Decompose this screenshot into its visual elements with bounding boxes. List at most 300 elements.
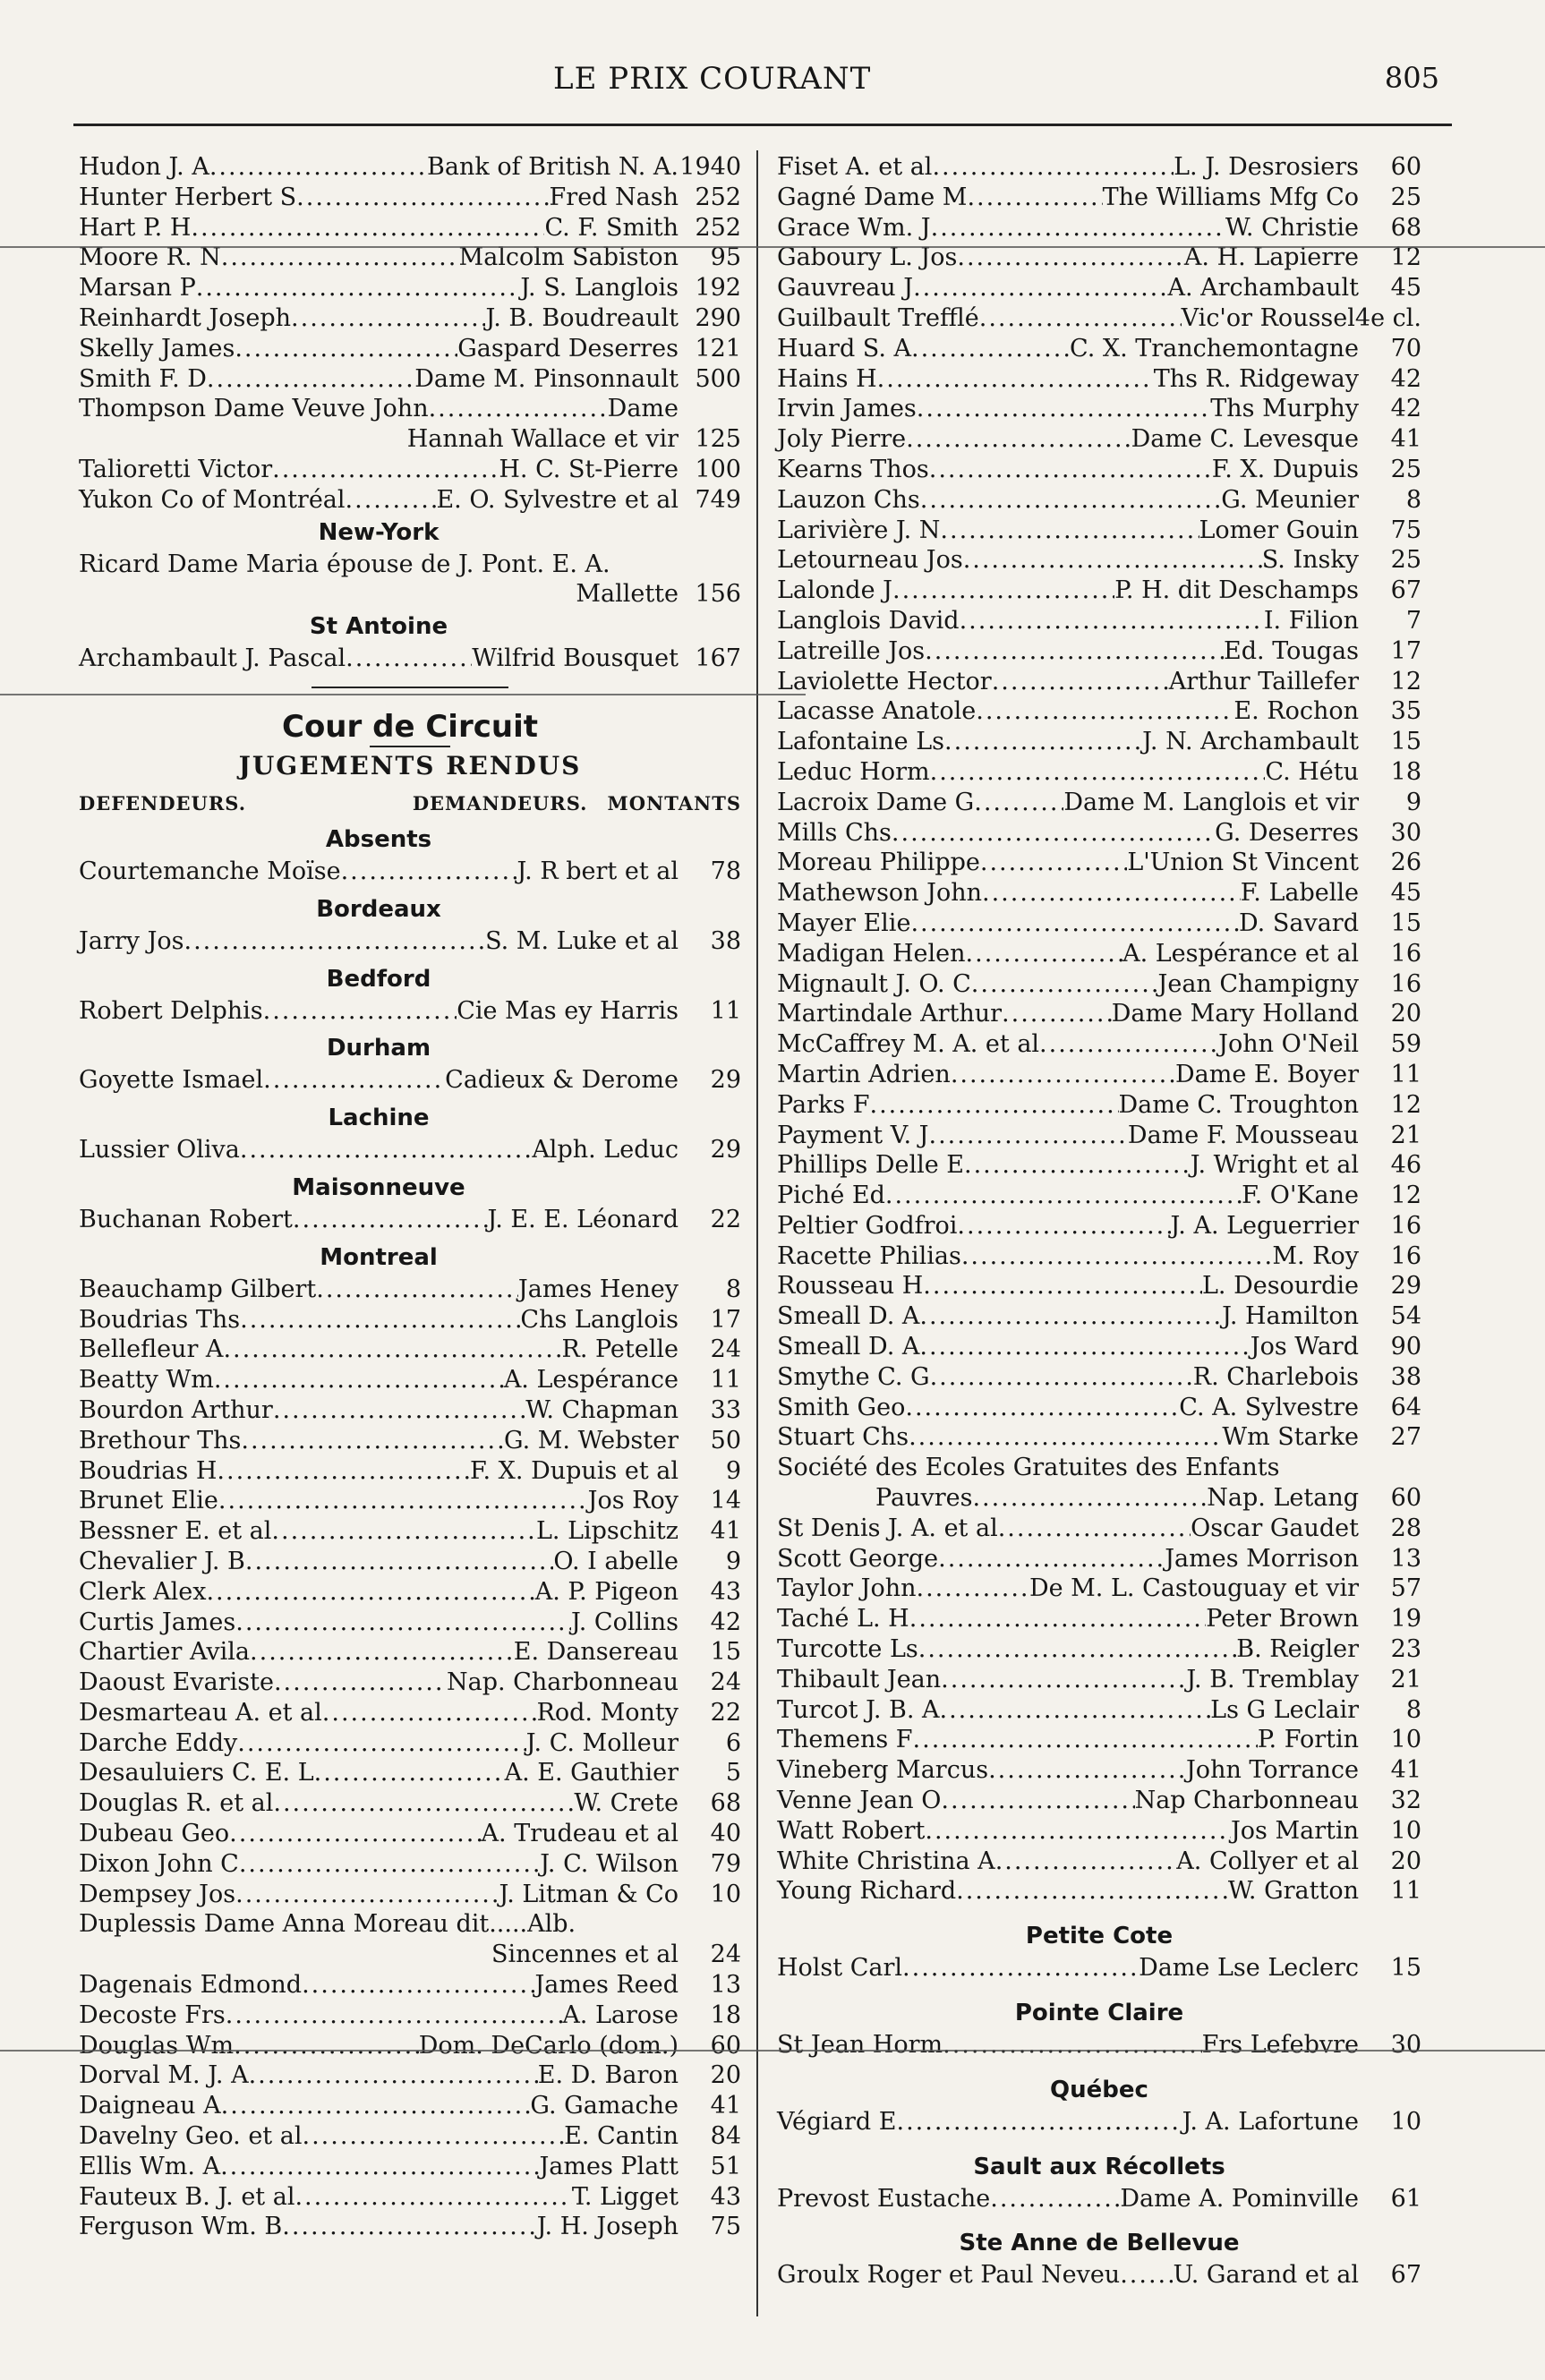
- defendant-name: Brethour Ths: [79, 1426, 242, 1454]
- judgment-row: [79, 857, 741, 887]
- leader-dots: [302, 1970, 534, 2000]
- judgment-row: [79, 1305, 741, 1335]
- defendant-name: Bessner E. et al: [79, 1517, 272, 1546]
- plaintiff-name: L. Lipschitz: [535, 1517, 679, 1546]
- plaintiff-name: T. Ligget: [571, 2182, 679, 2211]
- defendant-name: Latreille Jos: [777, 636, 926, 665]
- judgment-row: [79, 1395, 741, 1426]
- judgment-row: [79, 2182, 741, 2213]
- plaintiff-name: John Torrance: [1185, 1756, 1359, 1785]
- leader-dots: [990, 2184, 1120, 2214]
- plaintiff-name: Vic'or Roussel: [1181, 303, 1355, 332]
- defendant-name: Beatty Wm: [79, 1366, 214, 1395]
- judgment-row: [777, 334, 1421, 364]
- amount: 10: [1390, 1816, 1421, 1845]
- defendant-name: Smith Geo: [777, 1393, 906, 1421]
- amount: 35: [1390, 697, 1421, 726]
- leader-dots: [221, 2091, 531, 2121]
- header-montants: MONTANTS: [607, 791, 741, 815]
- amount: 20: [1390, 1000, 1421, 1028]
- leader-dots: [967, 183, 1102, 213]
- judgment-row: [79, 1728, 741, 1759]
- defendant-name: Mignault J. O. C: [777, 969, 971, 998]
- amount: 7: [1405, 606, 1421, 635]
- defendant-name: Rousseau H: [777, 1272, 924, 1301]
- defendant-name: Dempsey Jos: [79, 1880, 236, 1908]
- amount: 68: [1390, 213, 1421, 242]
- plaintiff-name: Cadieux & Derome: [445, 1066, 679, 1095]
- amount: 8: [1405, 485, 1421, 514]
- defendant-name: Beauchamp Gilbert: [79, 1275, 317, 1303]
- plaintiff-name: B. Reigler: [1236, 1635, 1359, 1664]
- judgment-row: [79, 273, 741, 303]
- plaintiff-name: A. Larose: [562, 2000, 679, 2029]
- amount: 79: [710, 1849, 741, 1878]
- defendant-name: Lacasse Anatole: [777, 697, 977, 726]
- leader-dots: [250, 1637, 514, 1668]
- leader-dots: [919, 1301, 1222, 1332]
- plaintiff-name: Fred Nash: [549, 183, 679, 211]
- header-defendeurs: DEFENDEURS.: [79, 791, 247, 815]
- defendant-name: St Jean Horm: [777, 2031, 943, 2060]
- amount: 38: [710, 926, 741, 955]
- leader-dots: [272, 455, 499, 485]
- plaintiff-name: L'Union St Vincent: [1127, 849, 1359, 877]
- judgment-row: [777, 1332, 1421, 1362]
- defendant-name: Martin Adrien: [777, 1060, 951, 1088]
- defendant-name: Ellis Wm. A: [79, 2152, 221, 2180]
- plaintiff-name: Dame Lse Leclerc: [1139, 1954, 1359, 1983]
- leader-dots: [972, 1483, 1207, 1514]
- plaintiff-name: H. C. St-Pierre: [499, 455, 679, 483]
- plaintiff-name: A. Archambault: [1167, 274, 1359, 303]
- continuation-line: [79, 1940, 741, 1970]
- amount: 12: [1390, 1181, 1421, 1210]
- location-heading: Montreal: [320, 1243, 438, 1271]
- defendant-name: Dagenais Edmond: [79, 1971, 303, 2000]
- judgment-row: [777, 667, 1421, 697]
- defendant-name: Marsan P: [79, 274, 196, 303]
- continued-text: Sincennes et al: [491, 1941, 679, 1969]
- amount: 12: [1390, 667, 1421, 695]
- plaintiff-name: Dame C. Troughton: [1118, 1090, 1359, 1119]
- defendant-name: Scott George: [777, 1544, 939, 1573]
- judgment-row: [777, 273, 1421, 303]
- defendant-name: Bourdon Arthur: [79, 1395, 273, 1424]
- leader-dots: [995, 1847, 1177, 1877]
- defendant-name: Letourneau Jos: [777, 546, 963, 575]
- amount: 60: [1390, 1484, 1421, 1513]
- defendant-name: White Christina A: [777, 1847, 995, 1875]
- amount: 13: [1390, 1544, 1421, 1573]
- defendant-name: Brunet Elie: [79, 1487, 218, 1515]
- amount: 12: [1390, 243, 1421, 272]
- defendant-name: Pauvres: [875, 1484, 973, 1513]
- leader-dots: [217, 1456, 470, 1487]
- leader-dots: [938, 1544, 1165, 1574]
- leader-dots: [877, 364, 1154, 395]
- plaintiff-name: J. Wright et al: [1190, 1151, 1359, 1180]
- defendant-name: Davelny Geo. et al: [79, 2122, 303, 2151]
- amount: 50: [710, 1426, 741, 1454]
- plaintiff-name: W. Christie: [1225, 213, 1359, 242]
- judgment-row: [79, 183, 741, 213]
- amount: 16: [1390, 969, 1421, 998]
- judgment-row: [777, 727, 1421, 757]
- leader-dots: [902, 1953, 1139, 1983]
- defendant-name: Gagné Dame M: [777, 183, 968, 211]
- defendant-name: McCaffrey M. A. et al: [777, 1030, 1040, 1059]
- judgment-row: [777, 757, 1421, 788]
- entry-line: Ricard Dame Maria épouse de J. Pont. E. A.: [79, 550, 610, 578]
- judgment-row: [79, 1608, 741, 1638]
- leader-dots: [971, 969, 1158, 1000]
- defendant-name: Smith F. D: [79, 364, 207, 393]
- amount: 25: [1390, 546, 1421, 575]
- leader-dots: [918, 1634, 1237, 1665]
- amount: 16: [1390, 1211, 1421, 1240]
- defendant-name: Holst Carl: [777, 1954, 903, 1983]
- amount: 9: [725, 1456, 741, 1485]
- leader-dots: [963, 545, 1262, 576]
- plaintiff-name: L. J. Desrosiers: [1174, 153, 1359, 181]
- plaintiff-name: J. C. Molleur: [525, 1728, 679, 1757]
- defendant-name: Payment V. J: [777, 1121, 929, 1149]
- judgment-row: [777, 516, 1421, 546]
- leader-dots: [240, 1135, 532, 1165]
- judgment-row: [79, 1426, 741, 1456]
- judgment-row: [777, 1695, 1421, 1726]
- judgment-row: [777, 303, 1421, 334]
- plaintiff-name: E. Dansereau: [513, 1638, 679, 1667]
- defendant-name: Chartier Avila: [79, 1638, 251, 1667]
- defendant-name: Darche Eddy: [79, 1728, 238, 1757]
- judgment-row: [79, 996, 741, 1027]
- leader-dots: [1120, 2260, 1173, 2290]
- location-heading: Pointe Claire: [1014, 2000, 1184, 2027]
- amount: 18: [1390, 757, 1421, 786]
- leader-dots: [917, 1574, 1029, 1604]
- amount: 10: [710, 1880, 741, 1908]
- leader-dots: [218, 1486, 588, 1516]
- amount: 10: [1390, 1726, 1421, 1754]
- plaintiff-name: Wilfrid Bousquet: [472, 644, 679, 673]
- plaintiff-name: R. Charlebois: [1192, 1362, 1359, 1391]
- leader-dots: [930, 757, 1266, 788]
- leader-dots: [929, 455, 1212, 485]
- leader-dots: [273, 1788, 574, 1819]
- judgment-row: [777, 1090, 1421, 1121]
- defendant-name: Gaboury L. Jos: [777, 243, 958, 272]
- plaintiff-name: J. C. Wilson: [540, 1849, 679, 1878]
- plaintiff-name: W. Crete: [574, 1789, 679, 1818]
- plaintiff-name: Oscar Gaudet: [1191, 1514, 1359, 1542]
- amount: 15: [1390, 728, 1421, 756]
- leader-dots: [184, 926, 486, 957]
- defendant-name: Smythe C. G: [777, 1362, 930, 1391]
- leader-dots: [980, 848, 1127, 878]
- leader-dots: [974, 788, 1063, 818]
- defendant-name: Gauvreau J: [777, 274, 914, 303]
- judgment-row: [79, 2060, 741, 2091]
- plaintiff-name: James Heney: [517, 1275, 679, 1303]
- continued-text: Hannah Wallace et vir: [406, 425, 679, 454]
- judgment-row: [777, 1514, 1421, 1544]
- location-heading: Petite Cote: [1025, 1923, 1174, 1950]
- judgment-row: [777, 213, 1421, 243]
- plaintiff-name: James Reed: [534, 1971, 679, 2000]
- amount: 41: [710, 1517, 741, 1546]
- plaintiff-name: Nap Charbonneau: [1134, 1787, 1359, 1815]
- leader-dots: [282, 2212, 537, 2242]
- amount: 60: [1390, 153, 1421, 181]
- judgment-row: [79, 303, 741, 334]
- amount: 42: [1390, 364, 1421, 393]
- leader-dots: [294, 2182, 571, 2213]
- amount: 78: [710, 857, 741, 885]
- plaintiff-name: Frs Lefebvre: [1201, 2031, 1359, 2060]
- amount: 21: [1390, 1665, 1421, 1693]
- plaintiff-name: Ths Murphy: [1210, 395, 1359, 423]
- leader-dots: [966, 939, 1123, 969]
- leader-dots: [964, 1150, 1191, 1181]
- judgment-row: [777, 2107, 1421, 2137]
- plaintiff-name: Gaspard Deserres: [457, 334, 679, 363]
- leader-dots: [923, 1271, 1202, 1301]
- defendant-name: Turcot J. B. A: [777, 1695, 940, 1724]
- leader-dots: [291, 303, 485, 334]
- defendant-name: Smeall D. A: [777, 1302, 920, 1331]
- defendant-name: Curtis James: [79, 1608, 236, 1636]
- amount: 290: [695, 303, 741, 332]
- plaintiff-name: C. Hétu: [1265, 757, 1359, 786]
- defendant-name: Desmarteau A. et al: [79, 1698, 322, 1727]
- judgment-row: [79, 1788, 741, 1819]
- amount: 41: [1390, 1756, 1421, 1785]
- plaintiff-name: Lomer Gouin: [1199, 516, 1359, 544]
- amount: 8: [725, 1275, 741, 1303]
- plaintiff-name: E. Cantin: [564, 2122, 679, 2151]
- location-heading: Sault aux Récollets: [973, 2153, 1225, 2180]
- judgment-row: [79, 1637, 741, 1668]
- leader-dots: [293, 1205, 488, 1235]
- leader-dots: [905, 1393, 1179, 1423]
- defendant-name: Hains H: [777, 364, 877, 393]
- judgment-row: [777, 1029, 1421, 1060]
- defendant-name: Fauteux B. J. et al: [79, 2182, 295, 2211]
- page-number: 805: [1384, 61, 1439, 95]
- plaintiff-name: Dame Mary Holland: [1111, 1000, 1359, 1028]
- defendant-name: Lussier Oliva: [79, 1136, 240, 1164]
- defendant-name: Lauzon Chs: [777, 485, 920, 514]
- amount: 29: [1390, 1272, 1421, 1301]
- amount: 18: [710, 2000, 741, 2029]
- judgment-row: [79, 2000, 741, 2031]
- location-heading: St Antoine: [309, 613, 448, 641]
- plaintiff-name: Arthur Taillefer: [1168, 667, 1359, 695]
- plaintiff-name: E. D. Baron: [537, 2061, 679, 2090]
- amount: 14: [710, 1487, 741, 1515]
- defendant-name: Moreau Philippe: [777, 849, 980, 877]
- defendant-name: Hudon J. A: [79, 153, 209, 181]
- leader-dots: [957, 1211, 1170, 1241]
- judgment-row: [79, 394, 741, 424]
- defendant-name: Robert Delphis: [79, 996, 263, 1025]
- leader-dots: [1039, 1029, 1218, 1060]
- header-rule: [73, 124, 1452, 126]
- plaintiff-name: Jean Champigny: [1157, 969, 1359, 998]
- leader-dots: [940, 516, 1199, 546]
- judgment-row: [777, 1816, 1421, 1847]
- judgment-row: [777, 1665, 1421, 1695]
- leader-dots: [998, 1514, 1191, 1544]
- defendant-name: Courtemanche Moïse: [79, 857, 341, 885]
- amount: 57: [1390, 1574, 1421, 1603]
- amount: 252: [695, 213, 741, 242]
- judgment-row: [79, 1698, 741, 1728]
- leader-dots: [240, 1305, 520, 1335]
- defendant-name: Ferguson Wm. B: [79, 2213, 283, 2241]
- leader-dots: [235, 334, 457, 364]
- defendant-name: Lafontaine Ls: [777, 728, 944, 756]
- plaintiff-name: P. H. dit Deschamps: [1114, 576, 1359, 605]
- leader-dots: [271, 1516, 536, 1547]
- defendant-name: Reinhardt Joseph: [79, 303, 292, 332]
- leader-dots: [235, 1880, 499, 1910]
- leader-dots: [925, 1816, 1231, 1847]
- plaintiff-name: F. O'Kane: [1242, 1181, 1359, 1210]
- leader-dots: [913, 273, 1167, 303]
- amount: 29: [710, 1066, 741, 1095]
- defendant-name: Laviolette Hector: [777, 667, 992, 695]
- judgment-row: [777, 1483, 1421, 1514]
- subheading: JUGEMENTS RENDUS: [238, 750, 582, 781]
- defendant-name: Peltier Godfroi: [777, 1211, 958, 1240]
- defendant-name: Chevalier J. B: [79, 1547, 245, 1575]
- defendant-name: Phillips Delle E: [777, 1151, 964, 1180]
- defendant-name: Moore R. N: [79, 243, 221, 272]
- judgment-row: [777, 1301, 1421, 1332]
- amount: 43: [710, 1577, 741, 1606]
- column-headers: [79, 785, 741, 823]
- plaintiff-name: James Morrison: [1165, 1544, 1359, 1573]
- judgment-row: [79, 1135, 741, 1165]
- leader-dots: [951, 1060, 1175, 1090]
- plaintiff-name: L. Desourdie: [1201, 1272, 1359, 1301]
- plaintiff-name: J. R bert et al: [516, 857, 679, 885]
- plaintiff-name: W. Chapman: [525, 1395, 679, 1424]
- amount: 1940: [679, 153, 741, 181]
- amount: 51: [710, 2152, 741, 2180]
- judgment-row: [777, 1211, 1421, 1241]
- judgment-row: [79, 2031, 741, 2061]
- plaintiff-name: F. X. Dupuis: [1211, 455, 1359, 483]
- defendant-name: Decoste Frs: [79, 2000, 226, 2029]
- judgment-row: [777, 606, 1421, 636]
- defendant-name: Martindale Arthur: [777, 1000, 1003, 1028]
- judgment-row: [777, 1150, 1421, 1181]
- defendant-name: Daigneau A: [79, 2092, 221, 2120]
- defendant-name: Douglas Wm: [79, 2031, 235, 2060]
- judgment-row: [777, 455, 1421, 485]
- judgment-row: [777, 1121, 1421, 1151]
- leader-dots: [960, 606, 1264, 636]
- plaintiff-name: G. Meunier: [1221, 485, 1359, 514]
- amount: 24: [710, 1335, 741, 1364]
- amount: 11: [1390, 1060, 1421, 1088]
- amount: 42: [1390, 395, 1421, 423]
- plaintiff-name: J. N. Archambault: [1142, 728, 1359, 756]
- judgment-row: [777, 1604, 1421, 1634]
- leader-dots: [919, 1332, 1250, 1362]
- defendant-name: Guilbault Trefflé: [777, 303, 979, 332]
- leader-dots: [245, 1547, 554, 1577]
- amount: 9: [1405, 788, 1421, 816]
- leader-dots: [226, 2000, 563, 2031]
- amount: 8: [1405, 1695, 1421, 1724]
- leader-dots: [928, 1121, 1127, 1151]
- defendant-name: Leduc Horm: [777, 757, 930, 786]
- plaintiff-name: Nap. Charbonneau: [446, 1668, 679, 1697]
- plaintiff-name: P. Fortin: [1257, 1726, 1359, 1754]
- amount: 121: [695, 334, 741, 363]
- leader-dots: [429, 394, 608, 424]
- continued-text: Mallette: [576, 580, 679, 609]
- defendant-name: Irvin James: [777, 395, 917, 423]
- plaintiff-name: J. Litman & Co: [499, 1880, 679, 1908]
- leader-dots: [196, 273, 521, 303]
- plaintiff-name: A. Collyer et al: [1176, 1847, 1359, 1875]
- judgment-row: [79, 1516, 741, 1547]
- defendant-name: Dorval M. J. A: [79, 2061, 249, 2090]
- judgment-row: [79, 1335, 741, 1365]
- plaintiff-name: I. Filion: [1263, 606, 1359, 635]
- judgment-row: [79, 1065, 741, 1096]
- plaintiff-name: Dame A. Pominville: [1120, 2184, 1359, 2213]
- plaintiff-name: Jos Ward: [1250, 1333, 1359, 1361]
- judgment-row: [777, 788, 1421, 818]
- judgment-row: [777, 1725, 1421, 1755]
- defendant-name: Thompson Dame Veuve John: [79, 395, 429, 423]
- defendant-name: Talioretti Victor: [79, 455, 273, 483]
- scan-line: [0, 2050, 1545, 2052]
- judgment-row: [79, 1365, 741, 1395]
- location-heading: Bordeaux: [316, 895, 441, 923]
- defendant-name: Taylor John: [777, 1574, 917, 1603]
- plaintiff-name: G. M. Webster: [504, 1426, 679, 1454]
- leader-dots: [237, 1728, 526, 1759]
- defendant-name: Boudrias Ths: [79, 1305, 241, 1334]
- judgment-row: [777, 485, 1421, 516]
- amount: 24: [710, 1941, 741, 1969]
- plaintiff-name: A. P. Pigeon: [534, 1577, 679, 1606]
- plaintiff-name: G. Gamache: [530, 2092, 679, 2120]
- amount: 11: [710, 996, 741, 1025]
- judgment-row: [79, 2152, 741, 2182]
- leader-dots: [906, 424, 1131, 455]
- judgment-row: [79, 364, 741, 395]
- amount: 45: [1390, 879, 1421, 908]
- leader-dots: [263, 996, 457, 1027]
- plaintiff-name: Rod. Monty: [536, 1698, 679, 1727]
- judgment-row: [79, 1758, 741, 1788]
- judgment-row: [79, 1970, 741, 2000]
- defendant-name: Daoust Evariste: [79, 1668, 274, 1697]
- defendant-name: Parks F: [777, 1090, 870, 1119]
- defendant-name: Hunter Herbert S: [79, 183, 297, 211]
- left-column: [79, 152, 741, 2242]
- amount: 60: [710, 2031, 741, 2060]
